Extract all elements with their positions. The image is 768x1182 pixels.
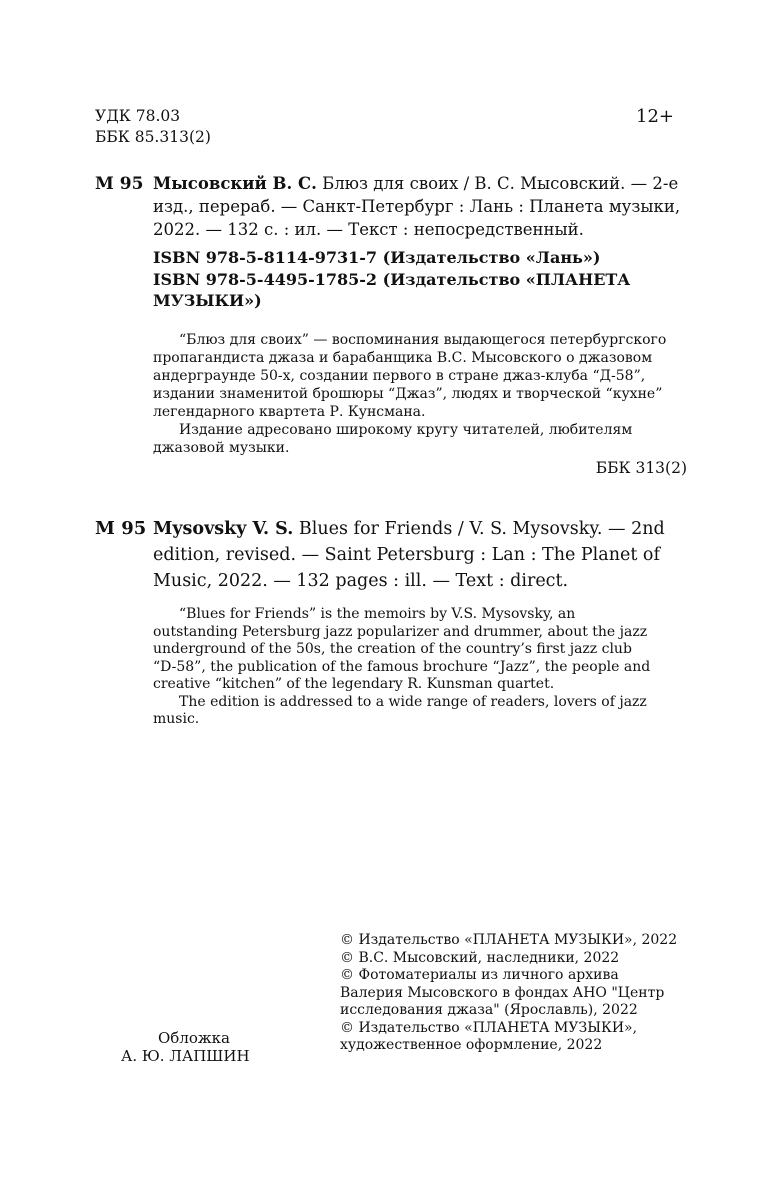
ru-abstract-line-4: издании знаменитой брошюры “Джаз”, людях и творческой “кухне” (153, 386, 663, 402)
copyright-line-1: © Издательство «ПЛАНЕТА МУЗЫКИ», 2022 (340, 932, 678, 948)
ru-isbn-block (153, 247, 630, 312)
isbn-planeta-line-1: ISBN 978-5-4495-1785-2 (Издательство «ПЛАНЕТА (153, 269, 631, 289)
copyright-line-7: художественное оформление, 2022 (340, 1037, 603, 1053)
en-author-code: M 95 (95, 518, 147, 539)
en-abstract-line-2: outstanding Petersburg jazz popularizer and drummer, about the jazz (153, 623, 648, 640)
ru-biblio-line-1: Блюз для своих / В. С. Мысовский. — 2-е (316, 174, 679, 193)
en-biblio-record (153, 516, 693, 594)
copyright-block (340, 932, 677, 1055)
en-abstract-line-3: underground of the 50s, the creation of the country’s first jazz club (153, 641, 632, 657)
ru-bbk-code: ББК 313(2) (595, 459, 687, 477)
ru-abstract (153, 331, 688, 457)
age-rating: 12+ (636, 106, 674, 127)
copyright-line-2: © В.С. Мысовский, наследники, 2022 (340, 949, 620, 966)
ru-biblio-line-2: изд., перераб. — Санкт-Петербург : Лань : Планета музыки, (153, 197, 681, 216)
ru-biblio-record (153, 172, 688, 241)
en-abstract-line-4: “D-58”, the publication of the famous brochure “Jazz”, the people and (153, 658, 651, 675)
en-biblio-line-2: edition, revised. — Saint Petersburg : Lan : The Planet of (153, 545, 660, 565)
ru-abstract-line-5: легендарного квартета Р. Кунсмана. (153, 404, 426, 420)
bbk-code: ББК 85.313(2) (95, 128, 211, 146)
isbn-planeta-line-2: МУЗЫКИ») (153, 291, 262, 310)
en-author: Mysovsky V. S. (153, 519, 294, 539)
cover-label: Обложка (158, 1029, 231, 1047)
classification-block (95, 106, 211, 148)
udk-code: УДК 78.03 (95, 107, 181, 125)
cover-artist: А. Ю. ЛАПШИН (121, 1047, 250, 1065)
ru-audience-line-1: Издание адресовано широкому кругу читателей, любителям (179, 422, 633, 438)
copyright-line-4: Валерия Мысовского в фондах АНО "Центр (340, 984, 665, 1001)
copyright-line-6: © Издательство «ПЛАНЕТА МУЗЫКИ», (340, 1019, 638, 1036)
ru-abstract-line-3: андерграунде 50-х, создании первого в стране джаз-клуба “Д-58”, (153, 368, 646, 384)
en-audience-line-2: music. (153, 711, 200, 727)
en-abstract-line-5: creative “kitchen” of the legendary R. Kunsman quartet. (153, 676, 555, 692)
ru-biblio-line-3: 2022. — 132 с. : ил. — Текст : непосредственный. (153, 220, 584, 239)
ru-abstract-line-1: “Блюз для своих” — воспоминания выдающегося петербургского (179, 332, 667, 348)
copyright-line-5: исследования джаза" (Ярославль), 2022 (340, 1002, 638, 1018)
en-abstract-line-1: “Blues for Friends” is the memoirs by V.S. Mysovsky, an (179, 606, 576, 622)
en-biblio-line-1: Blues for Friends / V. S. Mysovsky. — 2nd (293, 519, 665, 539)
isbn-lan: ISBN 978-5-8114-9731-7 (Издательство «Лань») (153, 248, 601, 267)
ru-audience-line-2: джазовой музыки. (153, 440, 290, 456)
ru-author-code: М 95 (95, 174, 144, 194)
en-abstract (153, 606, 693, 729)
copyright-line-3: © Фотоматериалы из личного архива (340, 967, 619, 983)
ru-author: Мысовский В. С. (153, 174, 317, 193)
en-audience-line-1: The edition is addressed to a wide range of readers, lovers of jazz (179, 693, 647, 710)
ru-abstract-line-2: пропагандиста джаза и барабанщика В.С. Мысовского о джазовом (153, 350, 653, 366)
en-biblio-line-3: Music, 2022. — 132 pages : ill. — Text : direct. (153, 571, 569, 591)
